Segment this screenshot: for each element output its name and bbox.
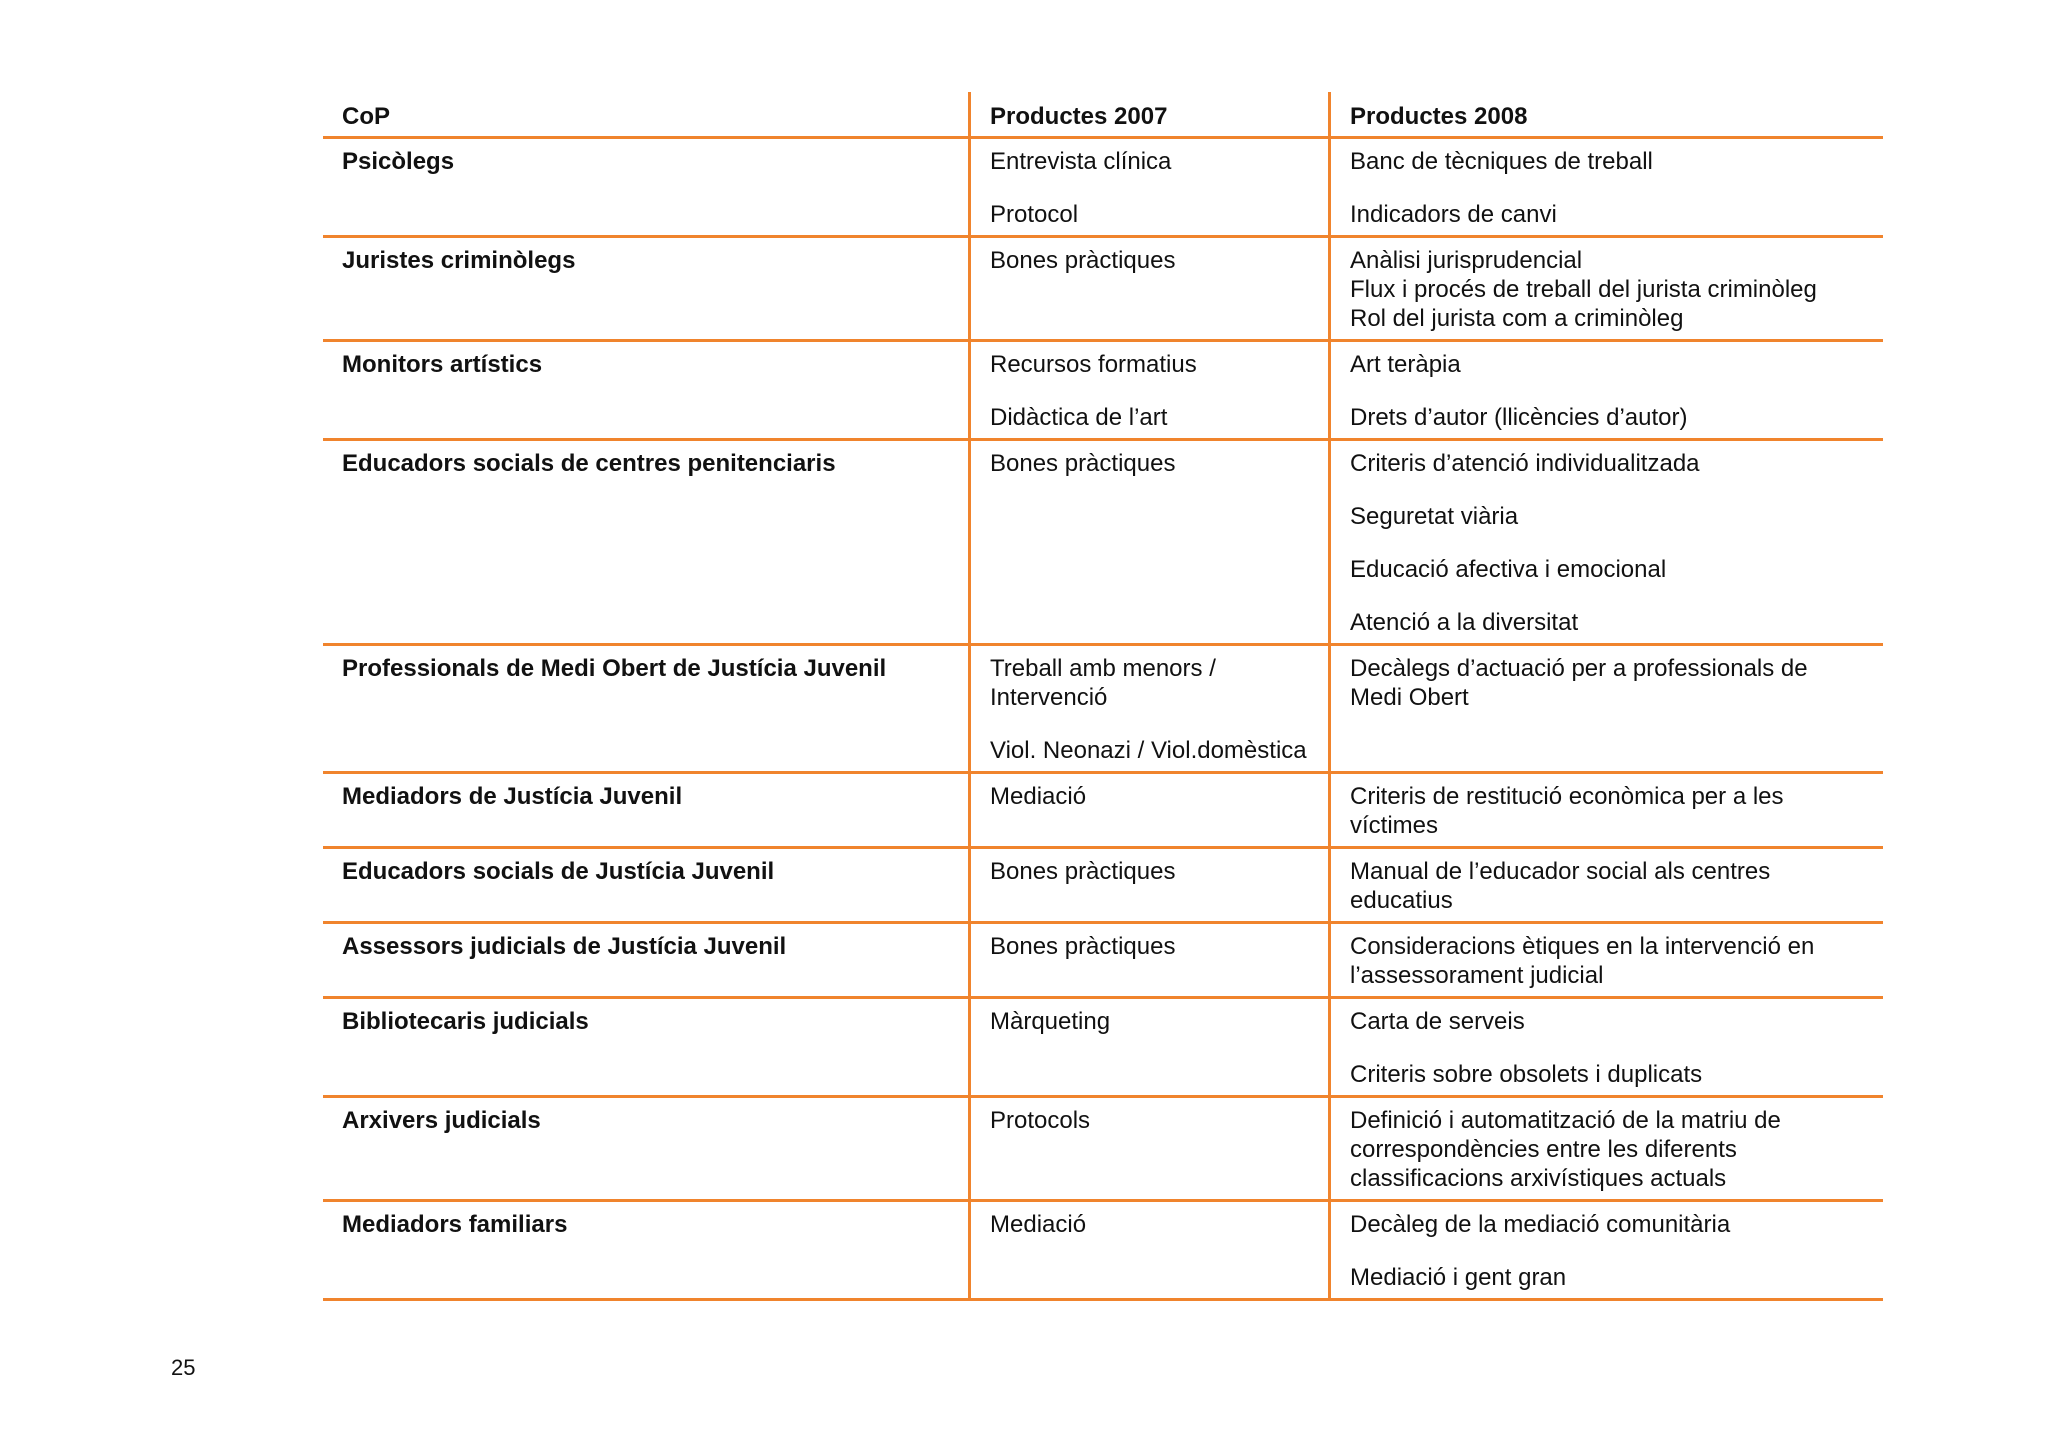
product-line: classificacions arxivístiques actuals [1350, 1165, 1727, 1192]
product-group [1350, 608, 1869, 637]
product-line: Drets d’autor (llicències d’autor) [1350, 404, 1688, 431]
product-group [1350, 1263, 1869, 1292]
product-line: Flux i procés de treball del jurista criminòleg [1350, 276, 1817, 303]
product-line: Protocols [990, 1107, 1091, 1134]
product-group [990, 857, 1314, 886]
product-line: Intervenció [990, 684, 1108, 711]
product-group [1350, 1007, 1869, 1036]
product-line: Criteris sobre obsolets i duplicats [1350, 1061, 1703, 1088]
page-number: 25 [171, 1355, 196, 1380]
product-line: Viol. Neonazi / Viol.domèstica [990, 737, 1307, 764]
table-row [323, 1098, 1883, 1202]
product-line: Carta de serveis [1350, 1008, 1525, 1035]
header-products-2008: Productes 2008 [1328, 92, 1883, 136]
products-2008-cell [1328, 999, 1883, 1095]
product-line: Rol del jurista com a criminòleg [1350, 305, 1684, 332]
header-cop: CoP [342, 103, 390, 130]
cop-name: Arxivers judicials [342, 1107, 541, 1134]
product-line: Protocol [990, 201, 1079, 228]
table-row [323, 342, 1883, 441]
products-2007-cell [968, 342, 1328, 438]
product-line: educatius [1350, 887, 1453, 914]
product-group [990, 147, 1314, 176]
products-2007-cell [968, 238, 1328, 339]
product-line: Màrqueting [990, 1008, 1111, 1035]
product-line: Art teràpia [1350, 351, 1461, 378]
table-row [323, 238, 1883, 342]
product-group [990, 654, 1314, 712]
product-group [1350, 147, 1869, 176]
product-group [1350, 246, 1869, 333]
product-line: Didàctica de l’art [990, 404, 1168, 431]
cop-name: Monitors artístics [342, 351, 543, 378]
product-group [1350, 403, 1869, 432]
products-2008-cell [1328, 238, 1883, 339]
table-row [323, 1202, 1883, 1301]
cop-name: Educadors socials de Justícia Juvenil [342, 858, 775, 885]
table-row [323, 646, 1883, 774]
cop-name: Mediadors de Justícia Juvenil [342, 783, 683, 810]
product-group [1350, 555, 1869, 584]
product-group [1350, 1106, 1869, 1193]
product-group [1350, 932, 1869, 990]
product-group [990, 1007, 1314, 1036]
products-2008-cell [1328, 441, 1883, 643]
table-row [323, 139, 1883, 238]
cop-name: Bibliotecaris judicials [342, 1008, 589, 1035]
product-line: Bones pràctiques [990, 858, 1176, 885]
product-group [990, 1106, 1314, 1135]
table-row [323, 924, 1883, 999]
products-2007-cell [968, 924, 1328, 996]
products-2008-cell [1328, 849, 1883, 921]
products-2007-cell [968, 999, 1328, 1095]
products-2008-cell [1328, 1098, 1883, 1199]
product-line: Definició i automatització de la matriu de [1350, 1107, 1781, 1134]
product-group [1350, 200, 1869, 229]
table-row [323, 849, 1883, 924]
products-2007-cell [968, 849, 1328, 921]
products-2008-cell [1328, 646, 1883, 771]
product-group [990, 736, 1314, 765]
product-line: Banc de tècniques de treball [1350, 148, 1653, 175]
product-line: Decàleg de la mediació comunitària [1350, 1211, 1731, 1238]
product-line: Bones pràctiques [990, 450, 1176, 477]
product-group [990, 1210, 1314, 1239]
product-line: correspondències entre les diferents [1350, 1136, 1737, 1163]
product-group [1350, 502, 1869, 531]
table-row [323, 441, 1883, 646]
products-2008-cell [1328, 1202, 1883, 1298]
cop-name: Educadors socials de centres penitenciaris [342, 450, 836, 477]
products-2007-cell [968, 441, 1328, 643]
product-group [990, 200, 1314, 229]
product-line: víctimes [1350, 812, 1439, 839]
products-2008-cell [1328, 924, 1883, 996]
product-line: Educació afectiva i emocional [1350, 556, 1667, 583]
cop-name: Professionals de Medi Obert de Justícia Juvenil [342, 655, 887, 682]
product-line: Anàlisi jurisprudencial [1350, 247, 1583, 274]
table-body [323, 139, 1883, 1301]
cop-name: Assessors judicials de Justícia Juvenil [342, 933, 787, 960]
cop-name: Juristes criminòlegs [342, 247, 576, 274]
product-group [1350, 1210, 1869, 1239]
product-line: Indicadors de canvi [1350, 201, 1557, 228]
table-row [323, 774, 1883, 849]
product-line: Mediació [990, 1211, 1087, 1238]
product-line: Criteris de restitució econòmica per a les [1350, 783, 1784, 810]
product-line: Criteris d’atenció individualitzada [1350, 450, 1700, 477]
product-group [990, 782, 1314, 811]
product-line: Entrevista clínica [990, 148, 1172, 175]
products-2008-cell [1328, 139, 1883, 235]
product-line: Consideracions ètiques en la intervenció en [1350, 933, 1815, 960]
product-group [1350, 654, 1869, 712]
product-group [1350, 350, 1869, 379]
header-products-2007: Productes 2007 [968, 92, 1328, 136]
product-line: Seguretat viària [1350, 503, 1519, 530]
product-group [990, 449, 1314, 478]
product-line: Decàlegs d’actuació per a professionals de [1350, 655, 1808, 682]
products-table [323, 92, 1883, 1301]
products-2007-cell [968, 1202, 1328, 1298]
product-line: l’assessorament judicial [1350, 962, 1604, 989]
product-line: Medi Obert [1350, 684, 1469, 711]
cop-name: Mediadors familiars [342, 1211, 568, 1238]
product-line: Manual de l’educador social als centres [1350, 858, 1771, 885]
product-line: Mediació [990, 783, 1087, 810]
table-row [323, 999, 1883, 1098]
product-line: Bones pràctiques [990, 933, 1176, 960]
cop-name: Psicòlegs [342, 148, 455, 175]
products-2007-cell [968, 1098, 1328, 1199]
products-2008-cell [1328, 342, 1883, 438]
product-group [990, 246, 1314, 275]
product-group [1350, 1060, 1869, 1089]
products-2008-cell [1328, 774, 1883, 846]
product-line: Recursos formatius [990, 351, 1197, 378]
product-group [990, 932, 1314, 961]
product-group [990, 403, 1314, 432]
product-group [1350, 782, 1869, 840]
product-group [990, 350, 1314, 379]
product-line: Treball amb menors / [990, 655, 1216, 682]
product-group [1350, 449, 1869, 478]
table-header-row [323, 92, 1883, 139]
product-line: Atenció a la diversitat [1350, 609, 1579, 636]
products-2007-cell [968, 139, 1328, 235]
product-line: Mediació i gent gran [1350, 1264, 1567, 1291]
product-group [1350, 857, 1869, 915]
products-2007-cell [968, 646, 1328, 771]
product-line: Bones pràctiques [990, 247, 1176, 274]
products-2007-cell [968, 774, 1328, 846]
